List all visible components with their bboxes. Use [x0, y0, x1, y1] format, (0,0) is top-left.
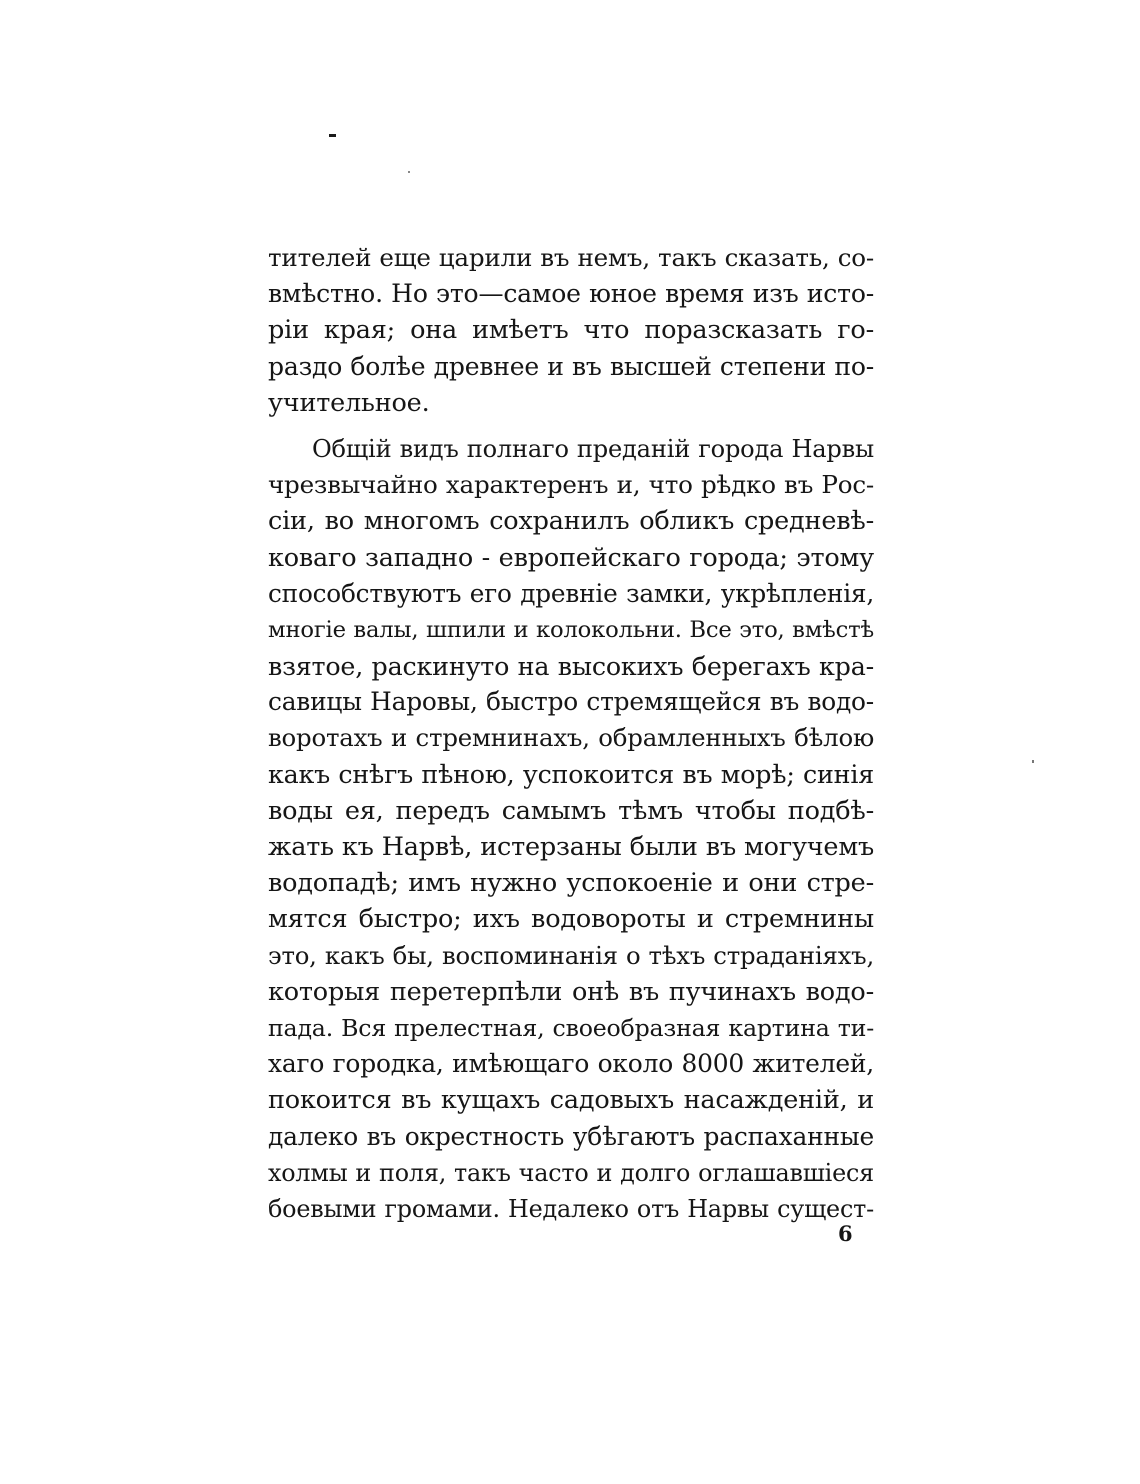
ink-speck [1032, 760, 1034, 763]
paragraph-1 [268, 240, 874, 421]
text-line: жать къ Нарвѣ, истерзаны были въ могучемъ [268, 832, 874, 862]
text-line: которыя перетерпѣли онѣ въ пучинахъ водо- [268, 976, 874, 1007]
text-line: коваго западно - европейскаго города; этому [268, 542, 874, 573]
text-line: хаго городка, имѣющаго около 8000 жителей, [268, 1049, 874, 1079]
text-line: способствуютъ его древніе замки, укрѣпленія, [268, 578, 874, 608]
text-line: чрезвычайно характеренъ и, что рѣдко въ Рос- [268, 470, 874, 500]
ink-speck [408, 171, 410, 173]
text-line: холмы и поля, такъ часто и долго оглашавшіеся [268, 1158, 874, 1187]
text-line: Общій видъ полнаго преданій города Нарвы [312, 434, 874, 463]
text-line: водопадѣ; имъ нужно успокоеніе и они стре- [268, 868, 874, 899]
ink-speck [329, 134, 336, 137]
text-line: воды ея, передъ самымъ тѣмъ чтобы подбѣ- [268, 795, 874, 826]
text-line: вмѣстно. Но это—самое юное время изъ исто- [268, 279, 874, 309]
text-line: ріи края; она имѣетъ что поразсказать го- [268, 315, 874, 346]
text-line: какъ снѣгъ пѣною, успокоится въ морѣ; синія [268, 759, 874, 789]
text-line: далеко въ окрестность убѣгаютъ распаханные [268, 1121, 874, 1151]
text-line: покоится въ кущахъ садовыхъ насажденій, и [268, 1085, 874, 1116]
text-line: савицы Наровы, быстро стремящейся въ водо- [268, 687, 874, 717]
page-number: 6 [838, 1221, 853, 1246]
text-line: мятся быстро; ихъ водовороты и стремнины [268, 904, 874, 935]
text-line: взятое, раскинуто на высокихъ берегахъ кра- [268, 651, 874, 682]
text-line: воротахъ и стремнинахъ, обрамленныхъ бѣлою [268, 723, 874, 753]
text-line: пада. Вся прелестная, своеобразная картина ти- [268, 1013, 874, 1042]
text-line: раздо болѣе древнее и въ высшей степени по- [268, 351, 874, 381]
paragraph-2 [268, 431, 874, 1227]
text-line: учительное. [268, 387, 430, 418]
text-line: сіи, во многомъ сохранилъ обликъ средневѣ- [268, 506, 874, 537]
body-text [268, 240, 874, 1227]
text-line: боевыми громами. Недалеко отъ Нарвы сущест- [268, 1194, 874, 1223]
text-line: многіе валы, шпили и колокольни. Все это, вмѣстѣ [268, 616, 874, 643]
text-line: тителей еще царили въ немъ, такъ сказать, со- [268, 243, 874, 272]
text-line: это, какъ бы, воспоминанія о тѣхъ страданіяхъ, [268, 940, 874, 970]
